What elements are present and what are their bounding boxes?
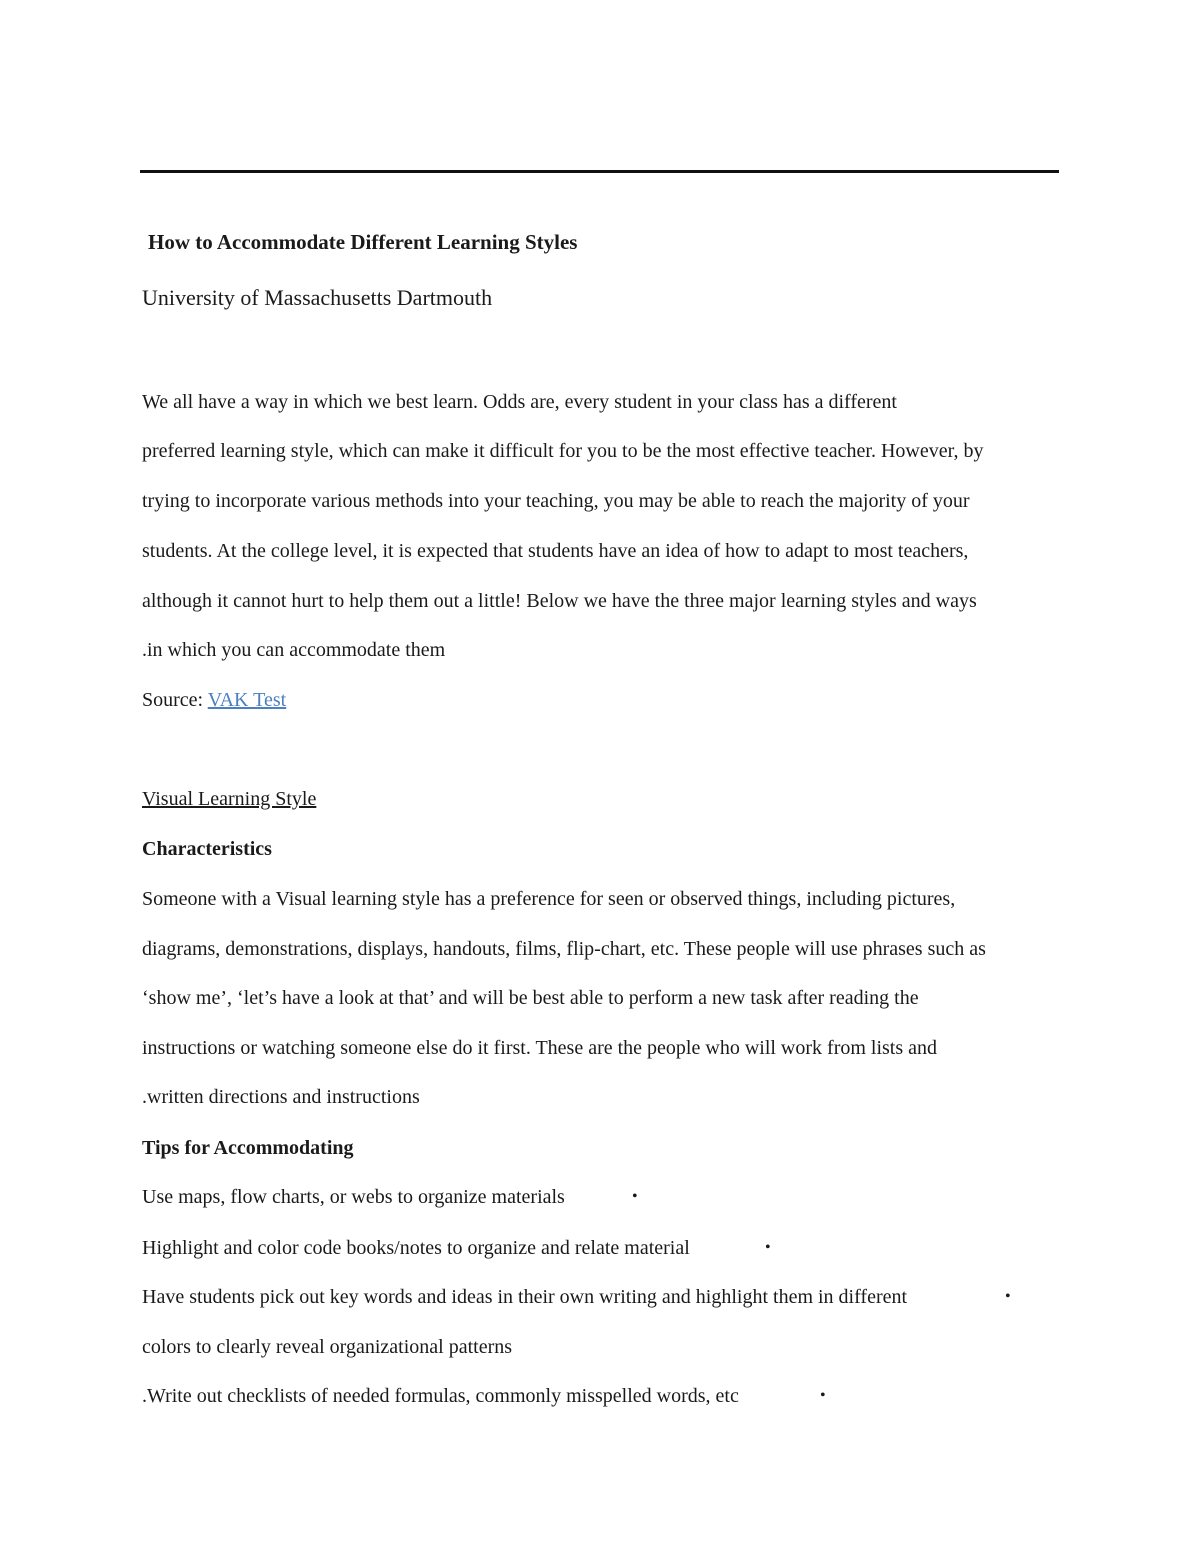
bullet-icon: • xyxy=(765,1239,771,1256)
source-label: Source: xyxy=(142,689,208,711)
page-title: How to Accommodate Different Learning Styles xyxy=(148,230,578,254)
tip-item: Highlight and color code books/notes to organize and relate material xyxy=(142,1237,690,1259)
intro-line: .in which you can accommodate them xyxy=(142,639,446,661)
characteristics-heading: Characteristics xyxy=(142,838,272,860)
tip-item: Have students pick out key words and ideas in their own writing and highlight them in different xyxy=(142,1286,908,1308)
characteristics-line: ‘show me’, ‘let’s have a look at that’ and will be best able to perform a new task after reading the xyxy=(142,987,919,1009)
characteristics-line: Someone with a Visual learning style has a preference for seen or observed things, including pictures, xyxy=(142,888,956,910)
intro-line: although it cannot hurt to help them out a little! Below we have the three major learning styles and ways xyxy=(142,590,977,612)
header-divider xyxy=(140,170,1059,173)
characteristics-line: diagrams, demonstrations, displays, handouts, films, flip-chart, etc. These people will use phrases such as xyxy=(142,938,986,960)
intro-line: We all have a way in which we best learn. Odds are, every student in your class has a different xyxy=(142,391,897,413)
intro-line: trying to incorporate various methods into your teaching, you may be able to reach the majority of your xyxy=(142,490,970,512)
source-line xyxy=(142,688,286,712)
intro-line: preferred learning style, which can make it difficult for you to be the most effective teacher. However, by xyxy=(142,440,984,462)
bullet-icon: • xyxy=(632,1188,638,1205)
tip-item: .Write out checklists of needed formulas, commonly misspelled words, etc xyxy=(142,1385,739,1407)
tip-item: Use maps, flow charts, or webs to organize materials xyxy=(142,1186,565,1208)
section-heading-visual: Visual Learning Style xyxy=(142,788,317,810)
institution-name: University of Massachusetts Dartmouth xyxy=(142,285,493,310)
tip-item-continuation: colors to clearly reveal organizational patterns xyxy=(142,1336,513,1358)
characteristics-line: instructions or watching someone else do it first. These are the people who will work from lists and xyxy=(142,1037,938,1059)
bullet-icon: • xyxy=(820,1387,826,1404)
vak-test-link[interactable]: VAK Test xyxy=(207,689,287,711)
bullet-icon: • xyxy=(1005,1288,1011,1305)
characteristics-line: .written directions and instructions xyxy=(142,1086,420,1108)
intro-line: students. At the college level, it is expected that students have an idea of how to adapt to most teachers, xyxy=(142,540,969,562)
tips-heading: Tips for Accommodating xyxy=(142,1137,354,1159)
